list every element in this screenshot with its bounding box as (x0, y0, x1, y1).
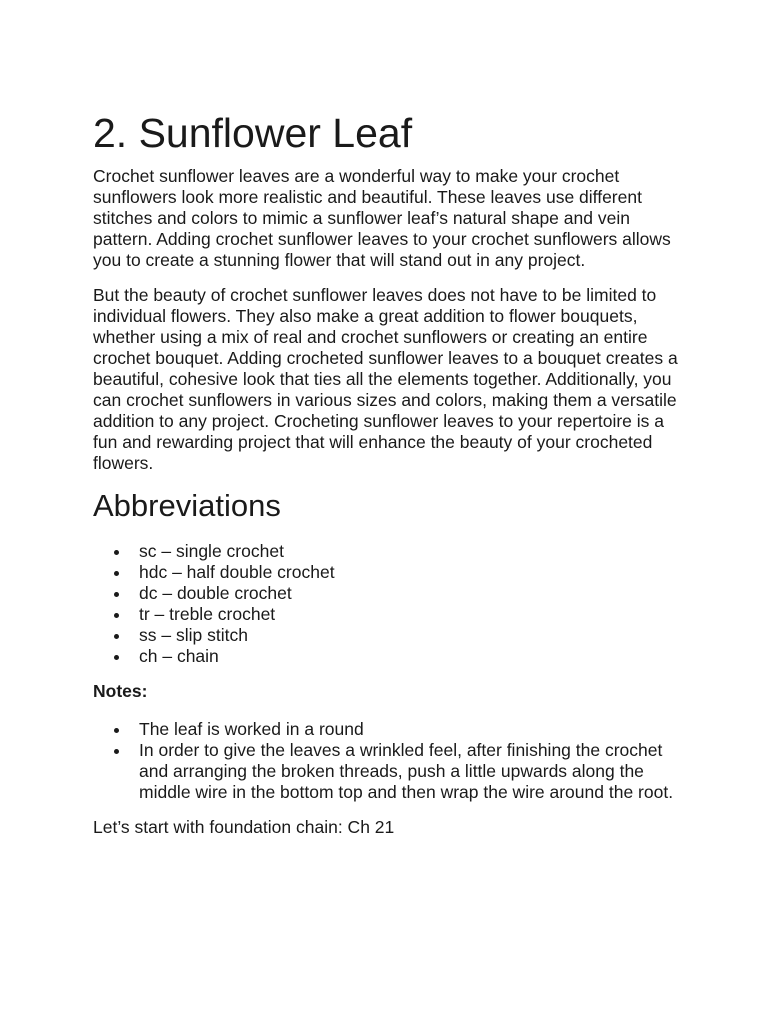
bullet-icon (114, 613, 119, 618)
abbreviations-heading: Abbreviations (93, 488, 281, 523)
list-item (93, 740, 693, 803)
bullet-icon (114, 571, 119, 576)
list-item (93, 562, 693, 583)
list-item (93, 604, 693, 625)
bouquet-paragraph: But the beauty of crochet sunflower leaves does not have to be limited to individual flowers. They also make a great addition to flower bouquets, whether using a mix of real and crochet sunflowers or creating an entire crochet bouquet. Adding crocheted sunflower leaves to a bouquet creates a beautiful, cohesive look that ties all the elements together. Additionally, you can crochet sunflowers in various sizes and colors, making them a versatile addition to any project. Crocheting sunflower leaves to your repertoire is a fun and rewarding project that will enhance the beauty of your crocheted flowers. (93, 285, 678, 473)
section-title: 2. Sunflower Leaf (93, 110, 413, 156)
bullet-icon (114, 634, 119, 639)
bullet-icon (114, 728, 119, 733)
bullet-icon (114, 749, 119, 754)
list-item-text: dc – double crochet (139, 583, 292, 603)
closing-paragraph: Let’s start with foundation chain: Ch 21 (93, 817, 395, 837)
list-item-text: In order to give the leaves a wrinkled feel, after finishing the crochet and arranging the broken threads, push a little upwards along the middle wire in the bottom top and then wrap the wire around the root. (139, 740, 674, 802)
document-page (93, 110, 693, 852)
list-item (93, 719, 693, 740)
list-item (93, 625, 693, 646)
bullet-icon (114, 655, 119, 660)
list-item (93, 583, 693, 604)
bullet-icon (114, 592, 119, 597)
list-item-text: tr – treble crochet (139, 604, 276, 624)
list-item-text: ch – chain (139, 646, 219, 666)
list-item (93, 541, 693, 562)
list-item-text: The leaf is worked in a round (139, 719, 364, 739)
bullet-icon (114, 550, 119, 555)
abbreviations-list (93, 541, 693, 667)
list-item-text: ss – slip stitch (139, 625, 248, 645)
notes-list (93, 719, 693, 803)
intro-paragraph: Crochet sunflower leaves are a wonderful way to make your crochet sunflowers look more realistic and beautiful. These leaves use different stitches and colors to mimic a sunflower leaf’s natural shape and vein pattern. Adding crochet sunflower leaves to your crochet sunflowers allows you to create a stunning flower that will stand out in any project. (93, 166, 671, 270)
list-item (93, 646, 693, 667)
notes-label: Notes: (93, 681, 148, 701)
list-item-text: sc – single crochet (139, 541, 284, 561)
list-item-text: hdc – half double crochet (139, 562, 335, 582)
